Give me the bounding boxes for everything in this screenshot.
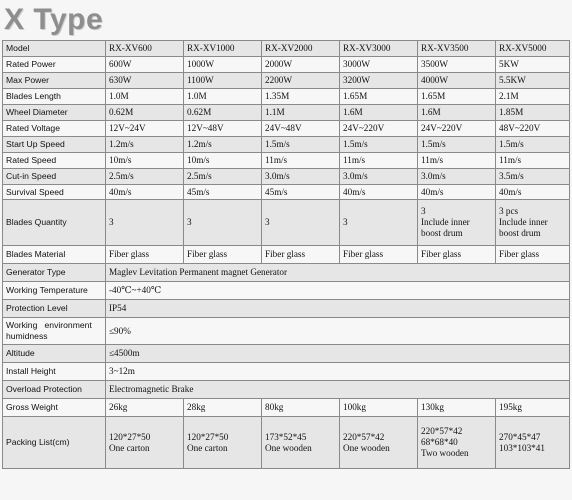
row-max-power (3, 73, 570, 89)
row-label: Wheel Diameter (3, 105, 106, 121)
cell-line: 120*27*50 (109, 431, 151, 442)
value-cell: 2200W (262, 73, 340, 89)
value-cell: Fiber glass (184, 246, 262, 264)
value-cell: 3 (340, 200, 418, 246)
value-cell: 1000W (184, 57, 262, 73)
value-cell: 2.1M (496, 89, 570, 105)
row-label: Rated Power (3, 57, 106, 73)
row-blades-quantity (3, 200, 570, 246)
row-label: Blades Material (3, 246, 106, 264)
value-cell: 1.5m/s (262, 137, 340, 153)
value-cell: -40℃~+40℃ (106, 282, 570, 300)
model-cell: RX-XV1000 (184, 41, 262, 57)
value-cell: 3 (262, 200, 340, 246)
value-cell: 3500W (418, 57, 496, 73)
value-cell: 1.1M (262, 105, 340, 121)
row-label: Altitude (3, 345, 106, 363)
row-gross-weight (3, 399, 570, 417)
value-cell: 1.0M (184, 89, 262, 105)
value-cell: 1100W (184, 73, 262, 89)
value-cell: 10m/s (106, 153, 184, 169)
row-label: Gross Weight (3, 399, 106, 417)
row-label: Install Height (3, 363, 106, 381)
row-cut-in-speed (3, 169, 570, 185)
value-cell: 26kg (106, 399, 184, 417)
cell-line: 120*27*50 (187, 431, 229, 442)
value-cell (418, 417, 496, 469)
row-model (3, 41, 570, 57)
value-cell: 3.0m/s (262, 169, 340, 185)
value-cell: 11m/s (340, 153, 418, 169)
row-label: Generator Type (3, 264, 106, 282)
row-label (3, 318, 106, 345)
cell-line: Two wooden (421, 448, 469, 458)
value-cell: 2.5m/s (184, 169, 262, 185)
model-cell: RX-XV5000 (496, 41, 570, 57)
value-cell: 1.5m/s (418, 137, 496, 153)
value-cell: 2.5m/s (106, 169, 184, 185)
value-cell: 3200W (340, 73, 418, 89)
value-cell: 1.5m/s (340, 137, 418, 153)
cell-line: One wooden (343, 442, 390, 453)
row-rated-power (3, 57, 570, 73)
model-cell: RX-XV600 (106, 41, 184, 57)
row-altitude (3, 345, 570, 363)
cell-line: Include inner (421, 217, 470, 227)
cell-line: 270*45*47 (499, 431, 541, 442)
cell-line: 173*52*45 (265, 431, 307, 442)
row-rated-voltage (3, 121, 570, 137)
value-cell: 1.2m/s (106, 137, 184, 153)
row-label: Max Power (3, 73, 106, 89)
value-cell (340, 417, 418, 469)
row-label: Rated Speed (3, 153, 106, 169)
value-cell: 3.0m/s (340, 169, 418, 185)
value-cell: 24V~220V (418, 121, 496, 137)
cell-line: 220*57*42 (421, 426, 463, 436)
value-cell: Maglev Levitation Permanent magnet Generator (106, 264, 570, 282)
value-cell: 80kg (262, 399, 340, 417)
value-cell: 195kg (496, 399, 570, 417)
value-cell: 1.35M (262, 89, 340, 105)
value-cell: ≤90% (106, 318, 570, 345)
spec-table (2, 40, 570, 469)
value-cell: 11m/s (418, 153, 496, 169)
value-cell: 45m/s (184, 185, 262, 200)
value-cell: 12V~24V (106, 121, 184, 137)
value-cell: 1.6M (418, 105, 496, 121)
value-cell: 100kg (340, 399, 418, 417)
row-blades-length (3, 89, 570, 105)
row-start-up-speed (3, 137, 570, 153)
page-title: X Type (4, 3, 104, 36)
value-cell: 24V~220V (340, 121, 418, 137)
value-cell: 24V~48V (262, 121, 340, 137)
value-cell (184, 417, 262, 469)
value-cell: 130kg (418, 399, 496, 417)
value-cell: Fiber glass (496, 246, 570, 264)
value-cell: 3 (106, 200, 184, 246)
cell-line: 103*103*41 (499, 442, 545, 453)
row-label: Rated Voltage (3, 121, 106, 137)
value-cell: ≤4500m (106, 345, 570, 363)
value-cell: 3.0m/s (418, 169, 496, 185)
row-working-humidness (3, 318, 570, 345)
cell-line: Include inner (499, 217, 548, 227)
row-label: Overload Protection (3, 381, 106, 399)
row-generator-type (3, 264, 570, 282)
row-label: Cut-in Speed (3, 169, 106, 185)
value-cell: Fiber glass (340, 246, 418, 264)
value-cell: 3.5m/s (496, 169, 570, 185)
row-blades-material (3, 246, 570, 264)
model-cell: RX-XV3500 (418, 41, 496, 57)
cell-line: boost drum (499, 228, 541, 238)
row-label: Blades Length (3, 89, 106, 105)
row-label: Protection Level (3, 300, 106, 318)
value-cell (262, 417, 340, 469)
value-cell: Fiber glass (106, 246, 184, 264)
value-cell: Fiber glass (262, 246, 340, 264)
cell-line: 220*57*42 (343, 431, 385, 442)
cell-line: 68*68*40 (421, 437, 458, 447)
row-label: Packing List(cm) (3, 417, 106, 469)
value-cell: 2000W (262, 57, 340, 73)
value-cell (106, 417, 184, 469)
cell-line: 3 (421, 206, 426, 216)
row-label: Model (3, 41, 106, 57)
value-cell (418, 200, 496, 246)
cell-line: One carton (187, 442, 228, 453)
value-cell: 48V~220V (496, 121, 570, 137)
row-protection-level (3, 300, 570, 318)
cell-line: One carton (109, 442, 150, 453)
row-label: Start Up Speed (3, 137, 106, 153)
row-survival-speed (3, 185, 570, 200)
value-cell: 1.65M (418, 89, 496, 105)
row-label: Blades Quantity (3, 200, 106, 246)
value-cell: 40m/s (106, 185, 184, 200)
value-cell: 1.0M (106, 89, 184, 105)
value-cell: 1.65M (340, 89, 418, 105)
value-cell: 3000W (340, 57, 418, 73)
label-line: Working environment (6, 320, 92, 330)
value-cell: 630W (106, 73, 184, 89)
row-label: Survival Speed (3, 185, 106, 200)
value-cell: 12V~48V (184, 121, 262, 137)
value-cell: 10m/s (184, 153, 262, 169)
row-label: Working Temperature (3, 282, 106, 300)
value-cell: 5KW (496, 57, 570, 73)
value-cell: 5.5KW (496, 73, 570, 89)
value-cell: 3 (184, 200, 262, 246)
cell-line: boost drum (421, 228, 463, 238)
value-cell: 11m/s (262, 153, 340, 169)
value-cell: Electromagnetic Brake (106, 381, 570, 399)
value-cell: 600W (106, 57, 184, 73)
value-cell: 3~12m (106, 363, 570, 381)
row-working-temperature (3, 282, 570, 300)
model-cell: RX-XV3000 (340, 41, 418, 57)
value-cell (496, 417, 570, 469)
value-cell: 1.2m/s (184, 137, 262, 153)
model-cell: RX-XV2000 (262, 41, 340, 57)
value-cell: 40m/s (340, 185, 418, 200)
row-packing-list (3, 417, 570, 469)
row-rated-speed (3, 153, 570, 169)
value-cell (496, 200, 570, 246)
value-cell: 40m/s (418, 185, 496, 200)
row-wheel-diameter (3, 105, 570, 121)
value-cell: 1.5m/s (496, 137, 570, 153)
cell-line: 3 pcs (499, 206, 519, 216)
value-cell: 28kg (184, 399, 262, 417)
row-overload-protection (3, 381, 570, 399)
value-cell: 45m/s (262, 185, 340, 200)
value-cell: Fiber glass (418, 246, 496, 264)
value-cell: 40m/s (496, 185, 570, 200)
value-cell: 1.85M (496, 105, 570, 121)
value-cell: 0.62M (184, 105, 262, 121)
value-cell: 1.6M (340, 105, 418, 121)
cell-line: One wooden (265, 442, 312, 453)
value-cell: IP54 (106, 300, 570, 318)
value-cell: 0.62M (106, 105, 184, 121)
row-install-height (3, 363, 570, 381)
value-cell: 4000W (418, 73, 496, 89)
label-line: humidness (6, 331, 48, 341)
value-cell: 11m/s (496, 153, 570, 169)
